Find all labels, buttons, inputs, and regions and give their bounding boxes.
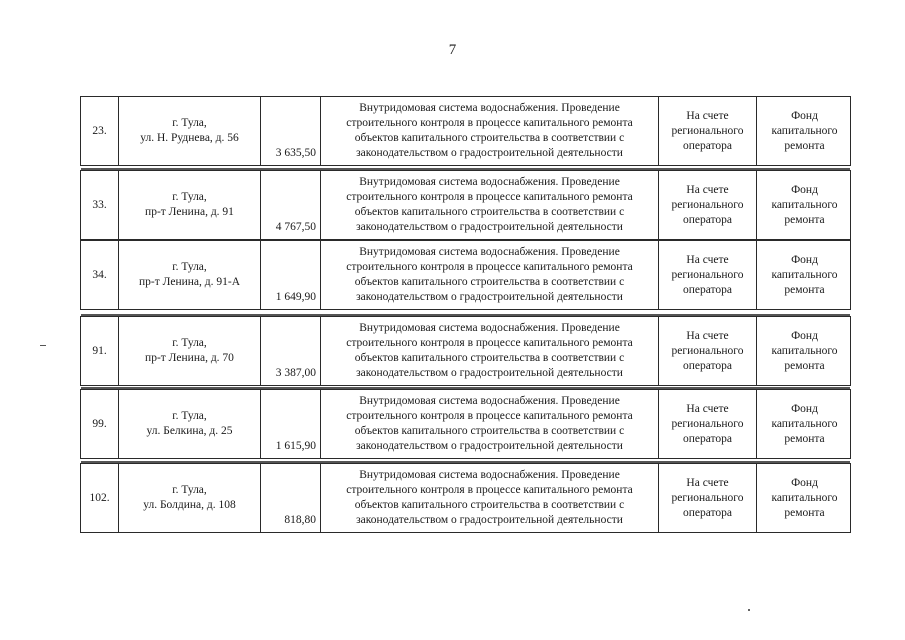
work-description: Внутридомовая система водоснабжения. Проведение строительного контроля в процессе капитального ремонта объектов капитального строительства в соответствии с законодательством о градостроительной деятельности [321,97,659,165]
cost-cell: 3 635,50 [261,97,321,165]
funding-source: Фонд капитального ремонта [771,183,838,226]
work-description: Внутридомовая система водоснабжения. Проведение строительного контроля в процессе капитального ремонта объектов капитального строительства в соответствии с законодательством о градостроительной деятельности [321,241,659,309]
funding-source: Фонд капитального ремонта [771,109,838,152]
row-number: 102. [81,464,119,532]
address-city: г. Тула, [172,117,207,129]
work-description: Внутридомовая система водоснабжения. Проведение строительного контроля в процессе капитального ремонта объектов капитального строительства в соответствии с законодательством о градостроительной деятельности [321,317,659,385]
page-number: 7 [448,42,457,58]
cost-cell: 1 615,90 [261,390,321,458]
row-number: 91. [81,317,119,385]
cost-cell: 4 767,50 [261,171,321,239]
account-owner: На счете регионального оператора [659,171,757,239]
address-street: пр-т Ленина, д. 91 [145,206,234,218]
row-number: 34. [81,241,119,309]
cost-cell: 818,80 [261,464,321,532]
address-cell [119,464,261,532]
account-owner: На счете регионального оператора [659,241,757,309]
scan-mark [40,345,46,346]
work-description: Внутридомовая система водоснабжения. Проведение строительного контроля в процессе капитального ремонта объектов капитального строительства в соответствии с законодательством о градостроительной деятельности [321,171,659,239]
address-cell [119,241,261,309]
scan-dot [748,609,750,611]
address-city: г. Тула, [172,191,207,203]
account-owner: На счете регионального оператора [659,97,757,165]
address-city: г. Тула, [172,484,207,496]
address-cell [119,171,261,239]
table-row [80,316,851,386]
cost-cell: 3 387,00 [261,317,321,385]
account-owner: На счете регионального оператора [659,390,757,458]
address-city: г. Тула, [172,261,207,273]
row-number: 99. [81,390,119,458]
funding-source: Фонд капитального ремонта [771,476,838,519]
funding-source: Фонд капитального ремонта [771,402,838,445]
row-number: 23. [81,97,119,165]
work-description: Внутридомовая система водоснабжения. Проведение строительного контроля в процессе капитального ремонта объектов капитального строительства в соответствии с законодательством о градостроительной деятельности [321,464,659,532]
address-cell [119,97,261,165]
address-street: ул. Н. Руднева, д. 56 [140,132,239,144]
cost-cell: 1 649,90 [261,241,321,309]
address-street: ул. Белкина, д. 25 [146,425,233,437]
address-cell [119,390,261,458]
address-city: г. Тула, [172,410,207,422]
table-row [80,389,851,459]
address-city: г. Тула, [172,337,207,349]
table-row [80,240,851,310]
account-owner: На счете регионального оператора [659,464,757,532]
table-row [80,170,851,240]
funding-source: Фонд капитального ремонта [771,329,838,372]
row-number: 33. [81,171,119,239]
account-owner: На счете регионального оператора [659,317,757,385]
funding-source: Фонд капитального ремонта [771,253,838,296]
address-cell [119,317,261,385]
address-street: пр-т Ленина, д. 70 [145,352,234,364]
work-description: Внутридомовая система водоснабжения. Проведение строительного контроля в процессе капитального ремонта объектов капитального строительства в соответствии с законодательством о градостроительной деятельности [321,390,659,458]
table-row [80,96,851,166]
address-street: пр-т Ленина, д. 91-А [138,276,240,288]
table-row [80,463,851,533]
address-street: ул. Болдина, д. 108 [143,499,236,511]
